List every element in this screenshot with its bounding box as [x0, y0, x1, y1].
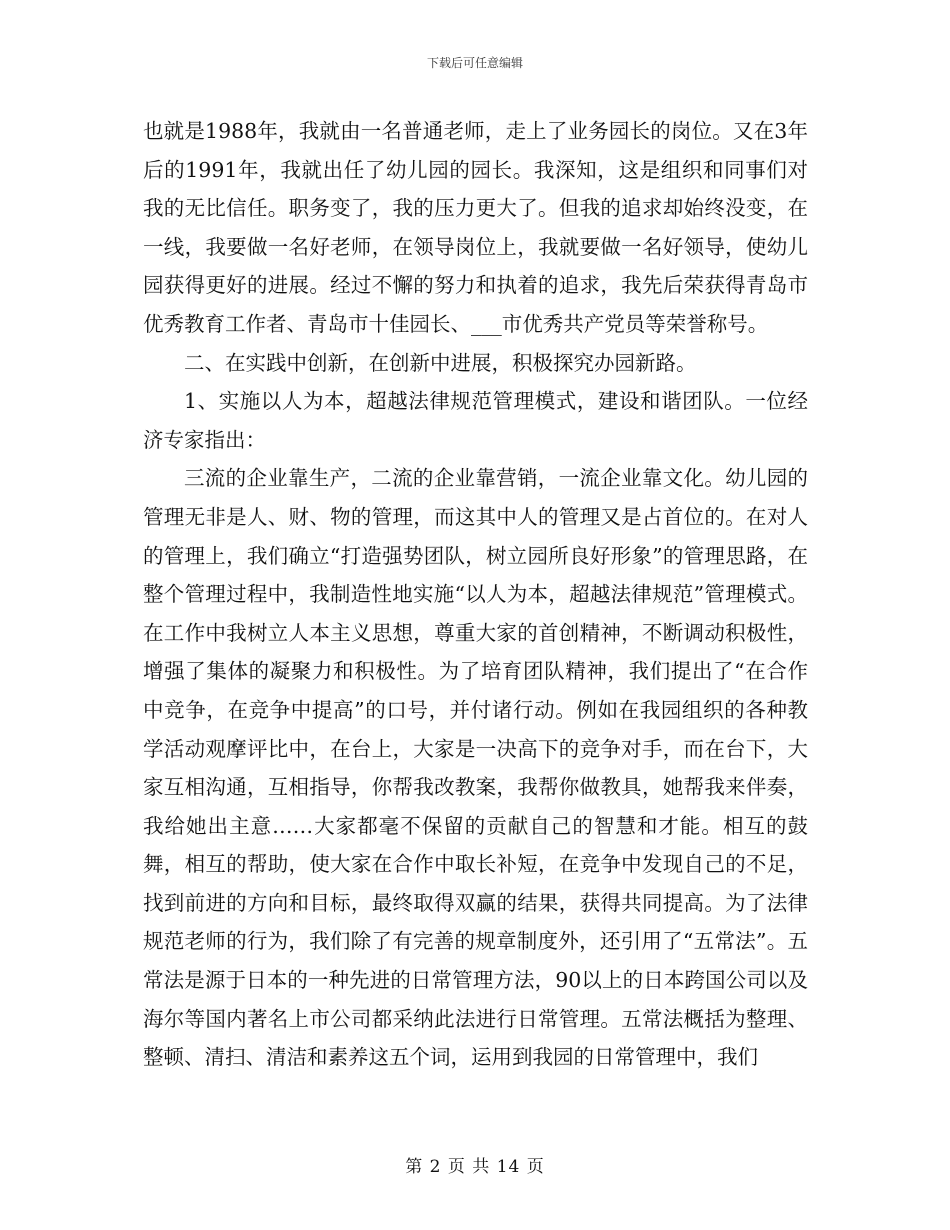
page-header: 下载后可任意编辑: [426, 56, 523, 70]
paragraph-2-heading: 二、在实践中创新，在创新中进展，积极探究办园新路。: [184, 350, 697, 375]
paragraph-4: 三流的企业靠生产，二流的企业靠营销，一流企业靠文化。幼儿园的管理无非是人、财、物的管理，而这其中人的管理又是占首位的。在对人的管理上，我们确立“打造强势团队，树立园所良好形象”的管理思路，在整个管理过程中，我制造性地实施“以人为本，超越法律规范”管理模式。在工作中我树立人本主义思想，尊重大家的首创精神，不断调动积极性，增强了集体的凝聚力和积极性。为了培育团队精神，我们提出了“在合作中竞争，在竞争中提高”的口号，并付诸行动。例如在我园组织的各种教学活动观摩评比中，在台上，大家是一决高下的竞争对手，而在台下，大家互相沟通，互相指导，你帮我改教案，我帮你做教具，她帮我来伴奏，我给她出主意……大家都毫不保留的贡献自己的智慧和才能。相互的鼓舞，相互的帮助，使大家在合作中取长补短，在竞争中发现自己的不足，找到前进的方向和目标，最终取得双赢的结果，获得共同提高。为了法律规范老师的行为，我们除了有完善的规章制度外，还引用了“五常法”。五常法是源于日本的一种先进的日常管理方法，90以上的日本跨国公司以及海尔等国内著名上市公司都采纳此法进行日常管理。五常法概括为整理、整顿、清扫、清洁和素养这五个词，运用到我园的日常管理中，我们: [143, 466, 808, 1070]
page-footer: 第 2 页 共 14 页: [405, 1157, 545, 1177]
paragraph-1: 也就是1988年，我就由一名普通老师，走上了业务园长的岗位。又在3年后的1991年，我就出任了幼儿园的园长。我深知，这是组织和同事们对我的无比信任。职务变了，我的压力更大了。但我的追求却始终没变，在一线，我要做一名好老师，在领导岗位上，我就要做一名好领导，使幼儿园获得更好的进展。经过不懈的努力和执着的追求，我先后荣获得青岛市优秀教育工作者、青岛市十佳园长、___市优秀共产党员等荣誉称号。: [143, 119, 808, 336]
document-body: [143, 112, 808, 1077]
paragraph-3-subheading: 1、实施以人为本，超越法律规范管理模式，建设和谐团队。一位经济专家指出：: [143, 389, 808, 452]
